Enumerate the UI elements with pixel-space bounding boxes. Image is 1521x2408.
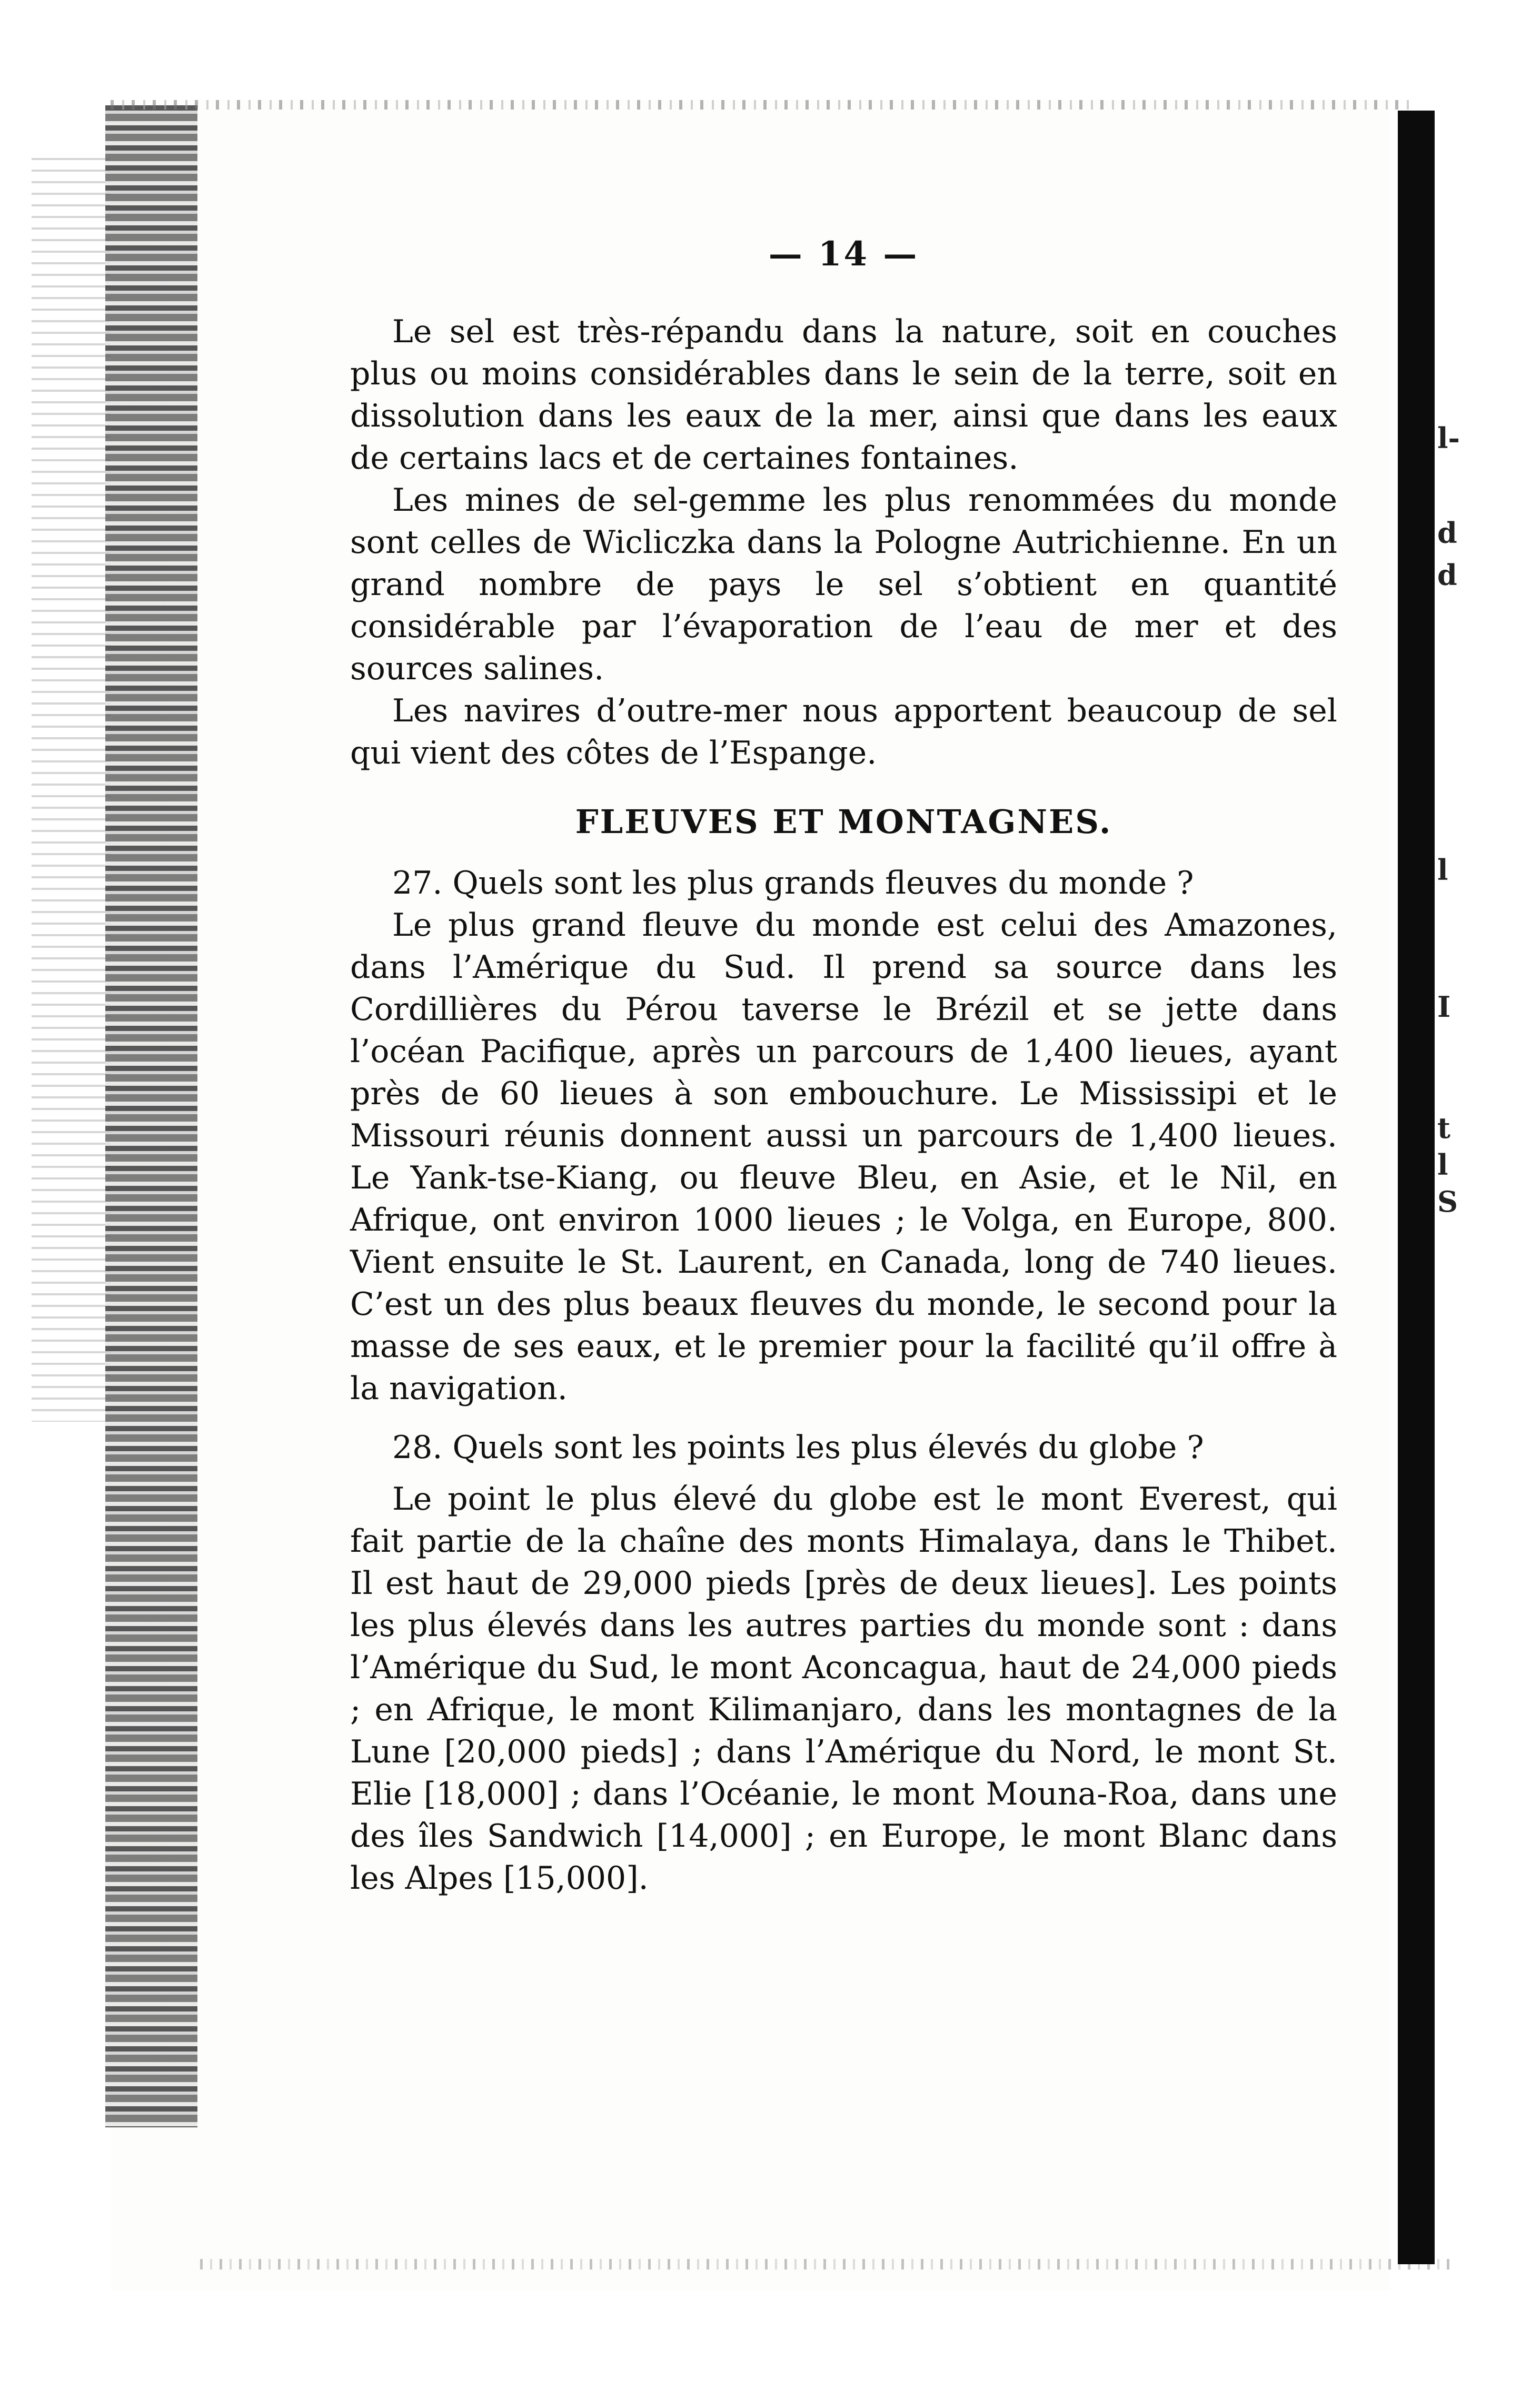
margin-fragment: I: [1437, 990, 1451, 1024]
margin-fragment: l-: [1437, 421, 1460, 455]
margin-fragment: d: [1437, 558, 1457, 592]
page-content: [350, 234, 1337, 1899]
scan-bottom-edge: [200, 2259, 1453, 2270]
answer-28: Le point le plus élevé du globe est le mont Everest, qui fait partie de la chaîne des monts Himalaya, dans le Thibet. Il est haut de 29,000 pieds [près de deux lieues]. Les points les plus élevés dans les autres parties du monde sont : dans l’Amérique du Sud, le mont Aconcagua, haut de 24,000 pieds ; en Afrique, le mont Kilimanjaro, dans les montagnes de la Lune [20,000 pieds] ; dans l’Amérique du Nord, le mont St. Elie [18,000] ; dans l’Océanie, le mont Mouna-Roa, dans une des îles Sandwich [14,000] ; en Europe, le mont Blanc dans les Alpes [15,000].: [350, 1481, 1337, 1897]
paragraph-mines: Les mines de sel-gemme les plus renommées du monde sont celles de Wicliczka dans la Pologne Autrichienne. En un grand nombre de pays le sel s’obtient en quantité considérable par l’évaporation de l’eau de mer et des sources salines.: [350, 482, 1337, 687]
margin-fragment: S: [1437, 1185, 1458, 1218]
scan-gutter-shadow: [105, 105, 197, 2127]
question-27: 27. Quels sont les plus grands fleuves du monde ?: [392, 865, 1194, 901]
margin-fragment: t: [1437, 1111, 1450, 1145]
scan-top-edge: [111, 100, 1416, 110]
answer-27: Le plus grand fleuve du monde est celui des Amazones, dans l’Amérique du Sud. Il prend sa source dans les Cordillières du Pérou taverse le Brézil et se jette dans l’océan Pacifique, après un parcours de 1,400 lieues, ayant près de 60 lieues à son embouchure. Le Mississipi et le Missouri réunis donnent aussi un parcours de 1,400 lieues. Le Yank-tse-Kiang, ou fleuve Bleu, en Asie, et le Nil, en Afrique, ont environ 1000 lieues ; le Volga, en Europe, 800. Vient ensuite le St. Laurent, en Canada, long de 740 lieues. C’est un des plus beaux fleuves du monde, le second pour la masse de ses eaux, et le premier pour la facilité qu’il offre à la navigation.: [350, 907, 1337, 1407]
paragraph-navires: Les navires d’outre-mer nous apportent beaucoup de sel qui vient des côtes de l’Espange.: [350, 692, 1337, 771]
margin-fragment: d: [1437, 516, 1457, 550]
question-28: 28. Quels sont les points les plus élevés du globe ?: [392, 1429, 1204, 1466]
scan-right-edge-bar: [1398, 111, 1435, 2264]
section-heading: FLEUVES ET MONTAGNES.: [575, 802, 1112, 841]
page-number: — 14 —: [768, 234, 919, 274]
margin-fragment: l: [1437, 1148, 1448, 1182]
paragraph-sel: Le sel est très-répandu dans la nature, soit en couches plus ou moins considérables dans le sein de la terre, soit en dissolution dans les eaux de la mer, ainsi que dans les eaux de certains lacs et de certaines fontaines.: [350, 313, 1337, 477]
margin-fragment: l: [1437, 853, 1448, 887]
scan-shadow-left-faint: [32, 158, 111, 1422]
